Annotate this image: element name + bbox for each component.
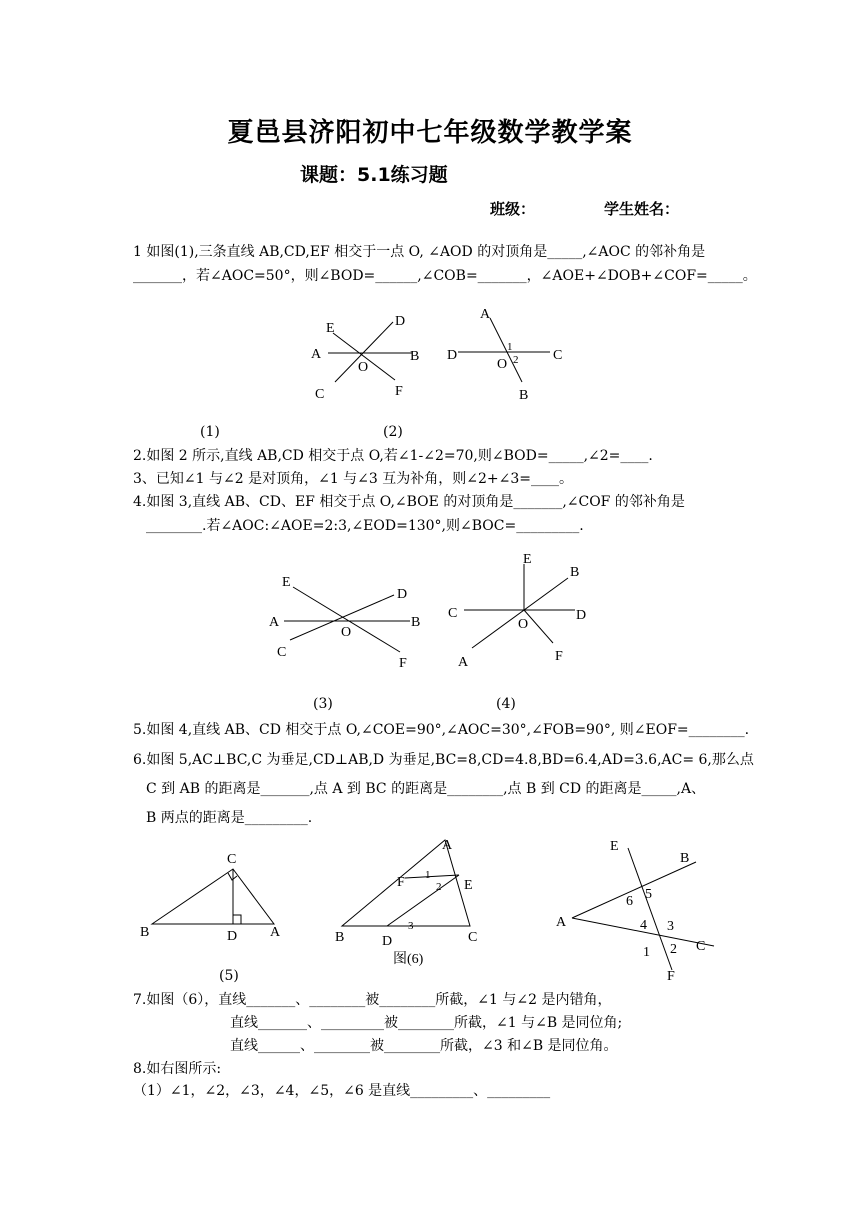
label-b: B bbox=[680, 851, 690, 866]
figure-3 bbox=[260, 560, 430, 675]
label-f: F bbox=[555, 649, 563, 664]
question-6-line-2: C 到 AB 的距离是_______,点 A 到 BC 的距离是________,点 B 到 CD 的距离是_____,A、 bbox=[146, 781, 706, 797]
label-a: A bbox=[458, 655, 469, 670]
angle-1-label: 1 bbox=[643, 945, 650, 960]
label-d: D bbox=[395, 314, 406, 329]
figure-4 bbox=[440, 548, 600, 678]
student-name-label: 学生姓名： bbox=[604, 200, 680, 218]
label-a: A bbox=[269, 615, 280, 630]
figure-2-caption: (2) bbox=[383, 424, 403, 440]
label-o: O bbox=[341, 625, 352, 640]
label-d: D bbox=[397, 587, 408, 602]
question-2: 2.如图 2 所示,直线 AB,CD 相交于点 O,若∠1-∠2=70,则∠BOD=_____,∠2=____. bbox=[133, 448, 653, 464]
angle-2-label: 2 bbox=[436, 881, 442, 893]
label-b: B bbox=[140, 925, 150, 940]
label-b: B bbox=[335, 930, 345, 945]
angle-3-label: 3 bbox=[667, 919, 674, 934]
label-c: C bbox=[277, 645, 287, 660]
angle-3-label: 3 bbox=[408, 920, 414, 932]
label-a: A bbox=[480, 307, 491, 322]
angle-1-label: 1 bbox=[507, 341, 513, 353]
line-ab bbox=[572, 862, 696, 918]
angle-1-label: 1 bbox=[425, 869, 431, 881]
label-f: F bbox=[667, 969, 675, 984]
label-a: A bbox=[442, 838, 453, 853]
segment-fe bbox=[405, 875, 459, 878]
figure-6 bbox=[330, 835, 500, 970]
label-f: F bbox=[397, 875, 405, 890]
angle-6-label: 6 bbox=[626, 894, 633, 909]
label-a: A bbox=[556, 915, 567, 930]
question-7-line-2: 直线_______、_________被________所截，∠1 与∠B 是同位角; bbox=[230, 1015, 623, 1031]
label-e: E bbox=[523, 552, 532, 567]
triangle-abc bbox=[152, 869, 274, 924]
figure-5-caption: (5) bbox=[219, 968, 239, 984]
question-1-line-2: _______，若∠AOC=50°，则∠BOD=______,∠COB=_______，∠AOE+∠DOB+∠COF=_____。 bbox=[133, 268, 757, 284]
question-7-line-3: 直线______、________被________所截，∠3 和∠B 是同位角。 bbox=[230, 1038, 618, 1054]
angle-2-label: 2 bbox=[513, 354, 519, 366]
line-ab bbox=[490, 318, 522, 382]
label-c: C bbox=[553, 348, 563, 363]
question-4-line-2: ________.若∠AOC:∠AOE=2:3,∠EOD=130°,则∠BOC=_________. bbox=[146, 518, 584, 534]
label-c: C bbox=[468, 930, 478, 945]
line-ef bbox=[293, 587, 400, 652]
label-c: C bbox=[448, 606, 458, 621]
label-e: E bbox=[282, 575, 291, 590]
label-c: C bbox=[315, 387, 325, 402]
question-7-line-1: 7.如图（6），直线_______、________被________所截，∠1 与∠2 是内错角， bbox=[133, 992, 612, 1008]
label-a: A bbox=[311, 347, 322, 362]
angle-4-label: 4 bbox=[640, 918, 647, 933]
figure-7 bbox=[550, 832, 730, 992]
right-angle-d-mark bbox=[233, 915, 241, 924]
label-b: B bbox=[570, 565, 580, 580]
question-8-line-2: （1）∠1，∠2，∠3，∠4，∠5，∠6 是直线_________、_________ bbox=[133, 1083, 551, 1099]
label-o: O bbox=[518, 617, 529, 632]
label-a: A bbox=[270, 925, 281, 940]
label-e: E bbox=[610, 839, 619, 854]
label-e: E bbox=[326, 321, 335, 336]
label-d: D bbox=[227, 929, 238, 944]
page-title: 夏邑县济阳初中七年级数学教学案 bbox=[227, 118, 633, 148]
question-6-line-3: B 两点的距离是_________. bbox=[146, 810, 313, 826]
angle-2-label: 2 bbox=[670, 942, 677, 957]
figure-3-caption: (3) bbox=[313, 696, 333, 712]
label-c: C bbox=[696, 939, 706, 954]
question-3: 3、已知∠1 与∠2 是对顶角，∠1 与∠3 互为补角，则∠2+∠3=____。 bbox=[133, 471, 573, 487]
question-8-line-1: 8.如右图所示: bbox=[133, 1061, 222, 1077]
class-label: 班级： bbox=[490, 200, 536, 218]
question-4-line-1: 4.如图 3,直线 AB、CD、EF 相交于点 O,∠BOE 的对顶角是_______,∠COF 的邻补角是 bbox=[133, 494, 685, 510]
figure-5 bbox=[135, 845, 285, 945]
label-o: O bbox=[358, 360, 369, 375]
question-1-line-1: 1 如图(1),三条直线 AB,CD,EF 相交于一点 O, ∠AOD 的对顶角是_____,∠AOC 的邻补角是 bbox=[133, 244, 706, 260]
ray-of bbox=[524, 610, 553, 643]
label-d: D bbox=[576, 608, 587, 623]
figure-6-caption: 图(6) bbox=[393, 952, 424, 967]
figure-4-caption: (4) bbox=[496, 696, 516, 712]
label-d: D bbox=[382, 934, 393, 949]
angle-5-label: 5 bbox=[645, 887, 652, 902]
label-b: B bbox=[519, 388, 529, 403]
label-f: F bbox=[395, 384, 403, 399]
label-c: C bbox=[227, 852, 237, 867]
label-b: B bbox=[410, 349, 420, 364]
figure-2 bbox=[440, 300, 580, 410]
figure-1 bbox=[300, 300, 440, 410]
label-f: F bbox=[399, 656, 407, 671]
lesson-subtitle: 课题：5.1练习题 bbox=[300, 164, 448, 186]
question-6-line-1: 6.如图 5,AC⊥BC,C 为垂足,CD⊥AB,D 为垂足,BC=8,CD=4.8,BD=6.4,AD=3.6,AC= 6,那么点 bbox=[133, 752, 754, 768]
label-o: O bbox=[497, 357, 508, 372]
label-b: B bbox=[411, 615, 421, 630]
label-e: E bbox=[464, 878, 473, 893]
line-ef bbox=[628, 848, 672, 970]
label-d: D bbox=[447, 348, 458, 363]
figure-1-caption: (1) bbox=[200, 424, 220, 440]
line-ab bbox=[472, 578, 568, 648]
question-5: 5.如图 4,直线 AB、CD 相交于点 O,∠COE=90°,∠AOC=30°,∠FOB=90°, 则∠EOF=________. bbox=[133, 722, 750, 738]
